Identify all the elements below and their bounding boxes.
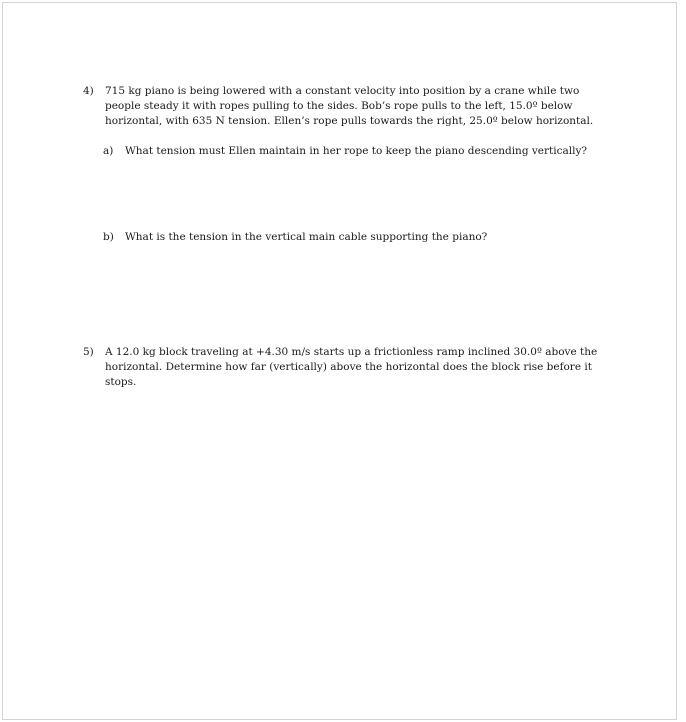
problem-4-part-b <box>103 230 603 245</box>
document-page <box>2 2 677 720</box>
problem-5 <box>83 345 603 390</box>
problem-number: 5) <box>83 346 94 358</box>
part-label: b) <box>103 231 114 243</box>
problem-text: 715 kg piano is being lowered with a constant velocity into position by a crane while two people steady it with ropes pulling to the sides. Bob’s rope pulls to the left, 15.0º below horizontal, with 635 N tension. Ellen’s rope pulls towards the right, 25.0º below horizontal. <box>105 85 594 127</box>
part-text: What is the tension in the vertical main cable supporting the piano? <box>125 231 488 243</box>
problem-4 <box>83 84 603 129</box>
part-label: a) <box>103 145 114 157</box>
problem-number: 4) <box>83 85 94 97</box>
problem-4-part-a <box>103 144 603 159</box>
problem-text: A 12.0 kg block traveling at +4.30 m/s starts up a frictionless ramp inclined 30.0º above the horizontal. Determine how far (vertically) above the horizontal does the block rise before it stops. <box>105 346 598 388</box>
part-text: What tension must Ellen maintain in her rope to keep the piano descending vertically? <box>125 145 588 157</box>
